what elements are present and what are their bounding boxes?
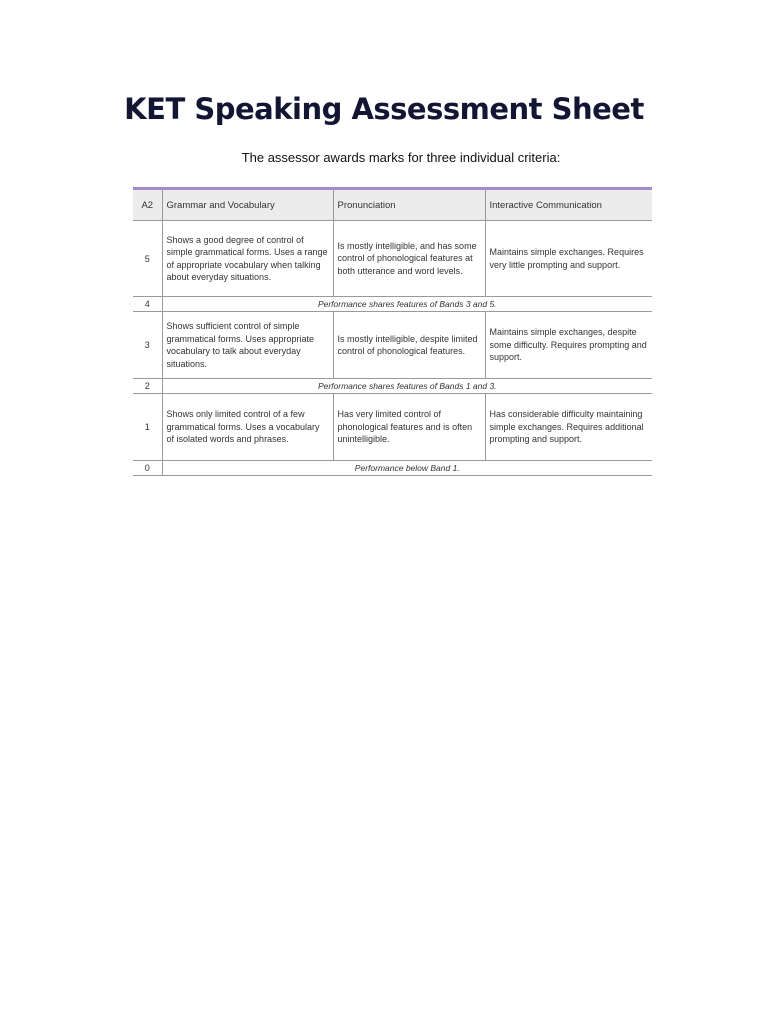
grammar-descriptor: Shows only limited control of a few grammatical forms. Uses a vocabulary of isolated words and phrases. — [162, 394, 333, 461]
interactive-descriptor: Maintains simple exchanges, despite some difficulty. Requires prompting and support. — [485, 312, 652, 379]
pronunciation-descriptor: Has very limited control of phonological features and is often unintelligible. — [333, 394, 485, 461]
band-number: 1 — [133, 394, 162, 461]
pronunciation-descriptor: Is mostly intelligible, despite limited control of phonological features. — [333, 312, 485, 379]
band-number: 4 — [133, 297, 162, 312]
table-row-band-4 — [133, 297, 652, 312]
grammar-descriptor: Shows a good degree of control of simple grammatical forms. Uses a range of appropriate vocabulary when talking about everyday situations. — [162, 221, 333, 297]
header-interactive-communication: Interactive Communication — [485, 189, 652, 221]
table-row-band-0 — [133, 461, 652, 476]
table-row-band-1 — [133, 394, 652, 461]
table-row-band-3 — [133, 312, 652, 379]
table-row-band-5 — [133, 221, 652, 297]
interactive-descriptor: Has considerable difficulty maintaining simple exchanges. Requires additional prompting and support. — [485, 394, 652, 461]
table-header-row — [133, 189, 652, 221]
assessment-table — [133, 187, 652, 476]
band-number: 2 — [133, 379, 162, 394]
header-pronunciation: Pronunciation — [333, 189, 485, 221]
shared-features-note: Performance shares features of Bands 3 and 5. — [162, 297, 652, 312]
below-band-note: Performance below Band 1. — [162, 461, 652, 476]
table-row-band-2 — [133, 379, 652, 394]
page-subtitle: The assessor awards marks for three individual criteria: — [241, 150, 561, 165]
header-level: A2 — [133, 189, 162, 221]
page-title: KET Speaking Assessment Sheet — [124, 92, 644, 126]
band-number: 5 — [133, 221, 162, 297]
pronunciation-descriptor: Is mostly intelligible, and has some control of phonological features at both utterance and word levels. — [333, 221, 485, 297]
header-grammar-vocabulary: Grammar and Vocabulary — [162, 189, 333, 221]
band-number: 3 — [133, 312, 162, 379]
interactive-descriptor: Maintains simple exchanges. Requires very little prompting and support. — [485, 221, 652, 297]
shared-features-note: Performance shares features of Bands 1 and 3. — [162, 379, 652, 394]
band-number: 0 — [133, 461, 162, 476]
grammar-descriptor: Shows sufficient control of simple grammatical forms. Uses appropriate vocabulary to talk about everyday situations. — [162, 312, 333, 379]
